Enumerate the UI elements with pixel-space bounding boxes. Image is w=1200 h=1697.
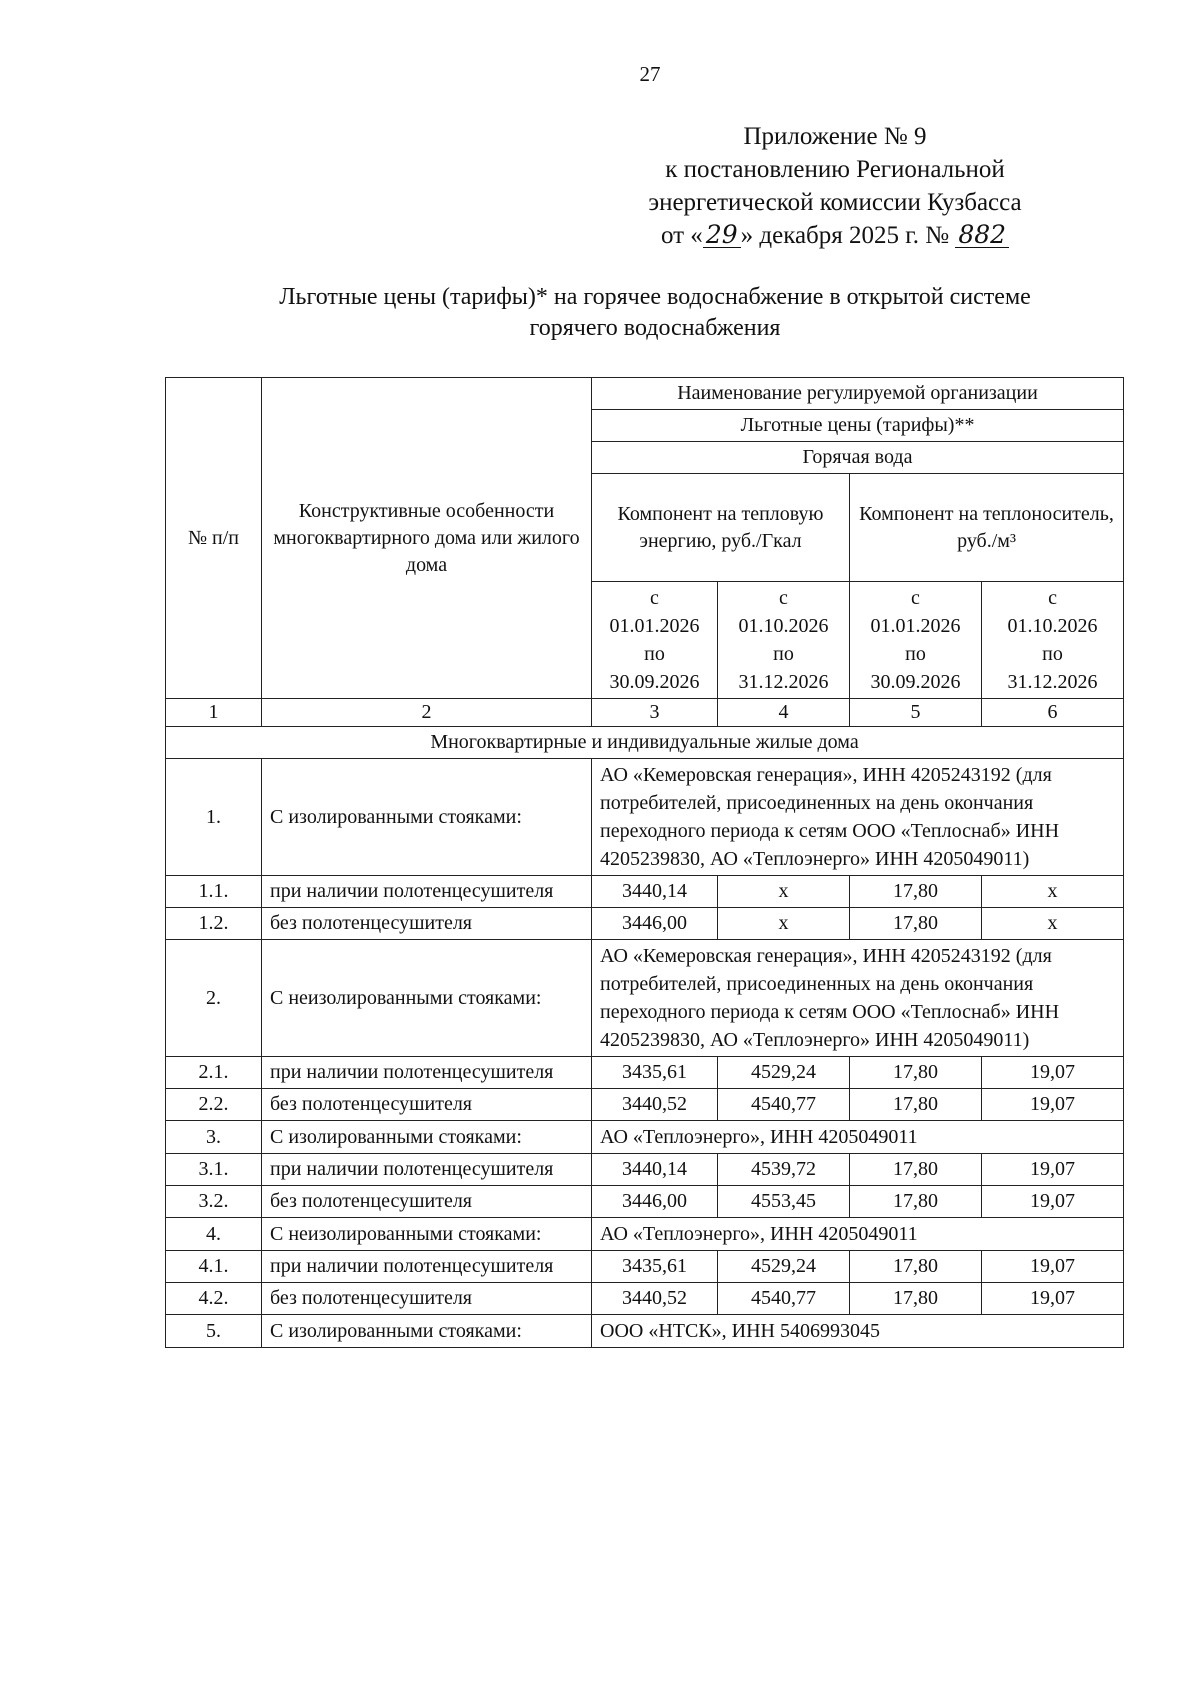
row-number: 4.2. [166,1283,262,1315]
group-number: 4. [166,1218,262,1251]
tariff-value: 3440,52 [592,1089,718,1121]
date-prefix: от « [660,222,703,249]
period-from: с [911,587,920,609]
period-header [592,582,718,699]
period-from: с [650,587,659,609]
period-header [718,582,850,699]
row-number: 2.1. [166,1057,262,1089]
row-feature: без полотенцесушителя [262,1186,592,1218]
page-number: 27 [639,62,661,86]
appendix-line-2: к постановлению Региональной [665,156,1005,183]
appendix-header [555,120,1115,252]
tariff-value: 3440,14 [592,1154,718,1186]
column-number: 5 [850,699,982,727]
row-feature: при наличии полотенцесушителя [262,1251,592,1283]
period-from: с [1048,587,1057,609]
organization-name: АО «Кемеровская генерация», ИНН 4205243192 (для потребителей, присоединенных на день окончания переходного периода к сетям ООО «Теплоснаб» ИНН 4205239830, АО «Теплоэнерго» ИНН 4205049011) [592,940,1124,1057]
tariff-value: х [982,876,1124,908]
group-feature: С изолированными стояками: [262,1121,592,1154]
tariff-value: 17,80 [850,1283,982,1315]
header-carrier-component: Компонент на теплоноситель, руб./м³ [850,474,1124,582]
row-feature: без полотенцесушителя [262,908,592,940]
table-row [166,1089,1124,1121]
tariff-value: 4540,77 [718,1089,850,1121]
tariff-value: 17,80 [850,1089,982,1121]
period-to-date: 30.09.2026 [609,671,700,693]
group-number: 5. [166,1315,262,1348]
period-to: по [644,643,665,665]
table-row [166,876,1124,908]
period-from-date: 01.01.2026 [870,615,961,637]
period-to: по [905,643,926,665]
organization-name: АО «Теплоэнерго», ИНН 4205049011 [592,1121,1124,1154]
tariff-value: 3446,00 [592,908,718,940]
header-heat-component: Компонент на тепловую энергию, руб./Гкал [592,474,850,582]
row-number: 1.1. [166,876,262,908]
appendix-line-3: энергетической комиссии Кузбасса [648,189,1022,216]
tariff-value: 17,80 [850,1186,982,1218]
tariff-value: 17,80 [850,1154,982,1186]
table-row [166,1154,1124,1186]
period-from-date: 01.10.2026 [1007,615,1098,637]
group-number: 3. [166,1121,262,1154]
row-feature: без полотенцесушителя [262,1283,592,1315]
row-number: 2.2. [166,1089,262,1121]
tariff-value: 4529,24 [718,1251,850,1283]
group-row [166,759,1124,876]
section-title: Многоквартирные и индивидуальные жилые дома [166,727,1124,759]
group-row [166,940,1124,1057]
period-header [982,582,1124,699]
tariff-value: 3446,00 [592,1186,718,1218]
table-row [166,1186,1124,1218]
header-hot-water: Горячая вода [592,442,1124,474]
period-to-date: 30.09.2026 [870,671,961,693]
column-number: 2 [262,699,592,727]
organization-name: АО «Кемеровская генерация», ИНН 4205243192 (для потребителей, присоединенных на день окончания переходного периода к сетям ООО «Теплоснаб» ИНН 4205239830, АО «Теплоэнерго» ИНН 4205049011) [592,759,1124,876]
period-from-date: 01.10.2026 [738,615,829,637]
tariff-value: 19,07 [982,1186,1124,1218]
group-feature: С изолированными стояками: [262,759,592,876]
group-feature: С неизолированными стояками: [262,940,592,1057]
period-to: по [773,643,794,665]
tariff-value: 19,07 [982,1057,1124,1089]
tariff-value: х [718,908,850,940]
group-number: 2. [166,940,262,1057]
group-row [166,1218,1124,1251]
tariff-value: 19,07 [982,1089,1124,1121]
header-org-name: Наименование регулируемой организации [592,378,1124,410]
row-number: 1.2. [166,908,262,940]
document-title [185,282,1125,344]
column-number: 1 [166,699,262,727]
column-number: 3 [592,699,718,727]
appendix-line-1: Приложение № 9 [743,123,927,150]
tariff-value: 17,80 [850,1251,982,1283]
organization-name: ООО «НТСК», ИНН 5406993045 [592,1315,1124,1348]
tariff-value: 3440,14 [592,876,718,908]
row-number: 4.1. [166,1251,262,1283]
period-from: с [779,587,788,609]
row-number: 3.2. [166,1186,262,1218]
group-feature: С неизолированными стояками: [262,1218,592,1251]
header-tariffs: Льготные цены (тарифы)** [592,410,1124,442]
title-line-1: Льготные цены (тарифы)* на горячее водоснабжение в открытой системе [279,284,1031,310]
tariff-value: 4553,45 [718,1186,850,1218]
tariff-value: 17,80 [850,908,982,940]
tariff-value: 19,07 [982,1154,1124,1186]
title-line-2: горячего водоснабжения [529,315,781,341]
appendix-date-line [555,219,1115,252]
handwritten-number: 882 [955,223,1009,248]
column-number: 6 [982,699,1124,727]
period-from-date: 01.01.2026 [609,615,700,637]
tariff-value: х [718,876,850,908]
organization-name: АО «Теплоэнерго», ИНН 4205049011 [592,1218,1124,1251]
header-no: № п/п [166,378,262,699]
row-number: 3.1. [166,1154,262,1186]
period-to: по [1042,643,1063,665]
row-feature: при наличии полотенцесушителя [262,1057,592,1089]
tariff-value: 3435,61 [592,1251,718,1283]
tariff-value: х [982,908,1124,940]
tariff-value: 19,07 [982,1283,1124,1315]
table-row [166,1283,1124,1315]
table-row [166,1251,1124,1283]
tariff-value: 3440,52 [592,1283,718,1315]
group-number: 1. [166,759,262,876]
group-feature: С изолированными стояками: [262,1315,592,1348]
tariff-value: 17,80 [850,876,982,908]
period-header [850,582,982,699]
row-feature: без полотенцесушителя [262,1089,592,1121]
tariff-table [165,377,1124,1348]
group-row [166,1121,1124,1154]
row-feature: при наличии полотенцесушителя [262,1154,592,1186]
tariff-value: 4540,77 [718,1283,850,1315]
header-features: Конструктивные особенности многоквартирного дома или жилого дома [262,378,592,699]
tariff-value: 4539,72 [718,1154,850,1186]
column-number: 4 [718,699,850,727]
table-row [166,1057,1124,1089]
tariff-value: 4529,24 [718,1057,850,1089]
period-to-date: 31.12.2026 [1007,671,1098,693]
group-row [166,1315,1124,1348]
tariff-value: 19,07 [982,1251,1124,1283]
period-to-date: 31.12.2026 [738,671,829,693]
date-middle: » декабря 2025 г. № [740,222,950,249]
handwritten-day: 29 [703,223,741,248]
tariff-value: 3435,61 [592,1057,718,1089]
tariff-value: 17,80 [850,1057,982,1089]
row-feature: при наличии полотенцесушителя [262,876,592,908]
table-row [166,908,1124,940]
